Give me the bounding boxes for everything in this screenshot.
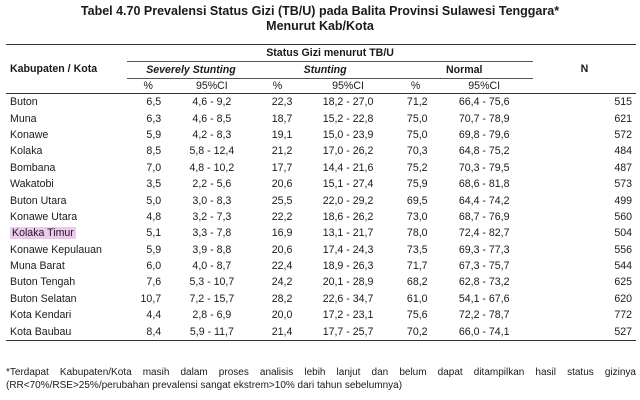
normal-ci-cell: 54,1 - 67,6 <box>458 292 510 305</box>
normal-pct-cell: 71,7 <box>406 260 428 273</box>
n-cell: 544 <box>614 260 632 273</box>
normal-pct-cell: 69,5 <box>406 194 428 207</box>
severely-pct-cell: 3,5 <box>146 178 162 191</box>
n-cell: 560 <box>614 210 632 223</box>
normal-ci-cell: 69,8 - 79,6 <box>458 128 510 141</box>
normal-ci-cell: 67,3 - 75,7 <box>458 260 510 273</box>
stunting-ci-cell: 13,1 - 21,7 <box>322 227 374 240</box>
normal-ci-cell: 64,4 - 74,2 <box>458 194 510 207</box>
table-row <box>6 176 636 192</box>
n-cell: 573 <box>614 178 632 191</box>
stunting-ci-cell: 18,9 - 26,3 <box>322 260 374 273</box>
severely-ci-cell: 4,6 - 9,2 <box>192 96 232 109</box>
n-cell: 621 <box>614 112 632 125</box>
severely-ci-cell: 5,8 - 12,4 <box>189 145 235 158</box>
normal-pct-cell: 75,6 <box>406 309 428 322</box>
severely-pct-cell: 8,5 <box>146 145 162 158</box>
header-ci: 95%CI <box>169 79 254 94</box>
stunting-ci-cell: 17,0 - 26,2 <box>322 145 374 158</box>
severely-pct-cell: 4,8 <box>146 210 162 223</box>
header-status-group: Status Gizi menurut TB/U <box>127 45 533 62</box>
kabupaten-cell: Kota Kendari <box>10 309 72 322</box>
normal-ci-cell: 68,7 - 76,9 <box>458 210 510 223</box>
severely-ci-cell: 3,3 - 7,8 <box>192 227 232 240</box>
stunting-ci-cell: 15,2 - 22,8 <box>322 112 374 125</box>
severely-ci-cell: 2,2 - 5,6 <box>192 178 232 191</box>
stunting-ci-cell: 15,0 - 23,9 <box>322 128 374 141</box>
header-pct: % <box>127 79 169 94</box>
stunting-ci-cell: 20,1 - 28,9 <box>322 276 374 289</box>
severely-ci-cell: 2,8 - 6,9 <box>192 309 232 322</box>
normal-ci-cell: 66,4 - 75,6 <box>458 96 510 109</box>
normal-ci-cell: 62,8 - 73,2 <box>458 276 510 289</box>
stunting-pct-cell: 21,2 <box>271 145 293 158</box>
kabupaten-cell: Konawe <box>10 128 49 141</box>
stunting-ci-cell: 22,6 - 34,7 <box>322 292 374 305</box>
highlighted-label: Kolaka Timur <box>12 227 74 240</box>
stunting-ci-cell: 14,4 - 21,6 <box>322 161 374 174</box>
n-cell: 499 <box>614 194 632 207</box>
severely-pct-cell: 6,0 <box>146 260 162 273</box>
header-severely-stunting: Severely Stunting <box>127 62 254 79</box>
severely-pct-cell: 7,0 <box>146 161 162 174</box>
stunting-pct-cell: 19,1 <box>271 128 293 141</box>
severely-pct-cell: 7,6 <box>146 276 162 289</box>
n-cell: 484 <box>614 145 632 158</box>
kabupaten-cell: Buton <box>10 96 38 109</box>
footnote: *Terdapat Kabupaten/Kota masih dalam proses analisis lebih lanjut dan belum dapat ditampilkan hasil status gizinya (RR<70%/RSE>25%/perubahan prevalensi sangat ekstrem>10% dari tahun sebelumnya) <box>6 367 636 391</box>
normal-pct-cell: 71,2 <box>406 96 428 109</box>
stunting-pct-cell: 20,6 <box>271 243 293 256</box>
severely-pct-cell: 5,9 <box>146 243 162 256</box>
severely-pct-cell: 6,3 <box>146 112 162 125</box>
kabupaten-cell: Bombana <box>10 161 56 174</box>
n-cell: 625 <box>614 276 632 289</box>
n-cell: 772 <box>614 309 632 322</box>
table-row <box>6 291 636 307</box>
table-row <box>6 160 636 176</box>
normal-pct-cell: 70,2 <box>396 323 436 340</box>
n-cell: 556 <box>614 243 632 256</box>
severely-ci-cell: 4,8 - 10,2 <box>189 161 235 174</box>
kabupaten-cell: Kolaka <box>10 145 43 158</box>
severely-pct-cell: 6,5 <box>146 96 162 109</box>
stunting-pct-cell: 18,7 <box>271 112 293 125</box>
n-cell: 572 <box>614 128 632 141</box>
stunting-pct-cell: 22,4 <box>271 260 293 273</box>
severely-pct-cell: 5,9 <box>146 128 162 141</box>
table-row <box>6 307 636 323</box>
stunting-ci-cell: 17,2 - 23,1 <box>322 309 374 322</box>
header-stunting: Stunting <box>255 62 396 79</box>
table-row <box>6 192 636 208</box>
header-ci: 95%CI <box>300 79 395 94</box>
table-row <box>6 225 636 241</box>
severely-pct-cell: 10,7 <box>140 292 162 305</box>
normal-pct-cell: 75,0 <box>406 128 428 141</box>
stunting-ci-cell: 15,1 - 27,4 <box>322 178 374 191</box>
table-row <box>6 94 636 111</box>
normal-ci-cell: 70,3 - 79,5 <box>458 161 510 174</box>
stunting-pct-cell: 21,4 <box>255 323 301 340</box>
kabupaten-cell: Muna Barat <box>10 260 65 273</box>
n-cell: 620 <box>614 292 632 305</box>
header-ci: 95%CI <box>436 79 533 94</box>
severely-ci-cell: 5,3 - 10,7 <box>189 276 235 289</box>
normal-ci-cell: 70,7 - 78,9 <box>458 112 510 125</box>
header-normal: Normal <box>396 62 533 79</box>
header-n: N <box>533 45 636 94</box>
n-cell: 527 <box>533 323 636 340</box>
severely-ci-cell: 4,0 - 8,7 <box>192 260 232 273</box>
kabupaten-cell: Muna <box>10 112 37 125</box>
kabupaten-cell: Konawe Utara <box>10 210 78 223</box>
stunting-pct-cell: 28,2 <box>271 292 293 305</box>
stunting-pct-cell: 17,7 <box>271 161 293 174</box>
stunting-ci-cell: 18,6 - 26,2 <box>322 210 374 223</box>
stunting-pct-cell: 25,5 <box>271 194 293 207</box>
severely-pct-cell: 5,1 <box>146 227 162 240</box>
stunting-ci-cell: 17,4 - 24,3 <box>322 243 374 256</box>
normal-ci-cell: 72,4 - 82,7 <box>458 227 510 240</box>
normal-pct-cell: 68,2 <box>406 276 428 289</box>
kabupaten-cell: Buton Tengah <box>10 276 76 289</box>
title-line-2: Menurut Kab/Kota <box>266 19 374 33</box>
kabupaten-cell: Buton Selatan <box>10 292 77 305</box>
normal-ci-cell: 72,2 - 78,7 <box>458 309 510 322</box>
severely-ci-cell: 5,9 - 11,7 <box>169 323 254 340</box>
normal-pct-cell: 70,3 <box>406 145 428 158</box>
table-row <box>6 274 636 290</box>
table-row <box>6 127 636 143</box>
table-row <box>6 242 636 258</box>
header-pct: % <box>396 79 436 94</box>
table-row <box>6 323 636 340</box>
table-title <box>0 0 640 34</box>
normal-pct-cell: 78,0 <box>406 227 428 240</box>
n-cell: 487 <box>614 161 632 174</box>
severely-pct-cell: 5,0 <box>146 194 162 207</box>
normal-ci-cell: 68,6 - 81,8 <box>458 178 510 191</box>
n-cell: 515 <box>614 96 632 109</box>
kabupaten-cell: Buton Utara <box>10 194 67 207</box>
stunting-ci-cell: 22,0 - 29,2 <box>322 194 374 207</box>
normal-ci-cell: 69,3 - 77,3 <box>458 243 510 256</box>
title-line-1: Tabel 4.70 Prevalensi Status Gizi (TB/U) pada Balita Provinsi Sulawesi Tenggara* <box>80 4 560 18</box>
data-table <box>6 44 636 341</box>
severely-pct-cell: 8,4 <box>127 323 169 340</box>
kabupaten-cell: Konawe Kepulauan <box>10 243 102 256</box>
stunting-ci-cell: 18,2 - 27,0 <box>322 96 374 109</box>
stunting-pct-cell: 22,3 <box>271 96 293 109</box>
severely-ci-cell: 4,2 - 8,3 <box>192 128 232 141</box>
normal-pct-cell: 73,0 <box>406 210 428 223</box>
normal-ci-cell: 64,8 - 75,2 <box>458 145 510 158</box>
normal-ci-cell: 66,0 - 74,1 <box>436 323 533 340</box>
severely-ci-cell: 7,2 - 15,7 <box>189 292 235 305</box>
severely-ci-cell: 3,2 - 7,3 <box>192 210 232 223</box>
normal-pct-cell: 75,9 <box>406 178 428 191</box>
stunting-pct-cell: 22,2 <box>271 210 293 223</box>
stunting-pct-cell: 24,2 <box>271 276 293 289</box>
severely-ci-cell: 4,6 - 8,5 <box>192 112 232 125</box>
n-cell: 504 <box>614 227 632 240</box>
header-pct: % <box>255 79 301 94</box>
severely-ci-cell: 3,9 - 8,8 <box>192 243 232 256</box>
stunting-pct-cell: 20,6 <box>271 178 293 191</box>
stunting-pct-cell: 20,0 <box>271 309 293 322</box>
table-row <box>6 258 636 274</box>
table-row <box>6 209 636 225</box>
stunting-pct-cell: 16,9 <box>271 227 293 240</box>
table-row <box>6 143 636 159</box>
stunting-ci-cell: 17,7 - 25,7 <box>300 323 395 340</box>
severely-ci-cell: 3,0 - 8,3 <box>192 194 232 207</box>
table-row <box>6 110 636 126</box>
normal-pct-cell: 61,0 <box>406 292 428 305</box>
normal-pct-cell: 75,0 <box>406 112 428 125</box>
severely-pct-cell: 4,4 <box>146 309 162 322</box>
normal-pct-cell: 73,5 <box>406 243 428 256</box>
kabupaten-cell <box>6 225 127 241</box>
normal-pct-cell: 75,2 <box>406 161 428 174</box>
kabupaten-cell: Wakatobi <box>10 178 54 191</box>
header-kabupaten: Kabupaten / Kota <box>6 45 127 94</box>
kabupaten-cell: Kota Baubau <box>6 323 127 340</box>
